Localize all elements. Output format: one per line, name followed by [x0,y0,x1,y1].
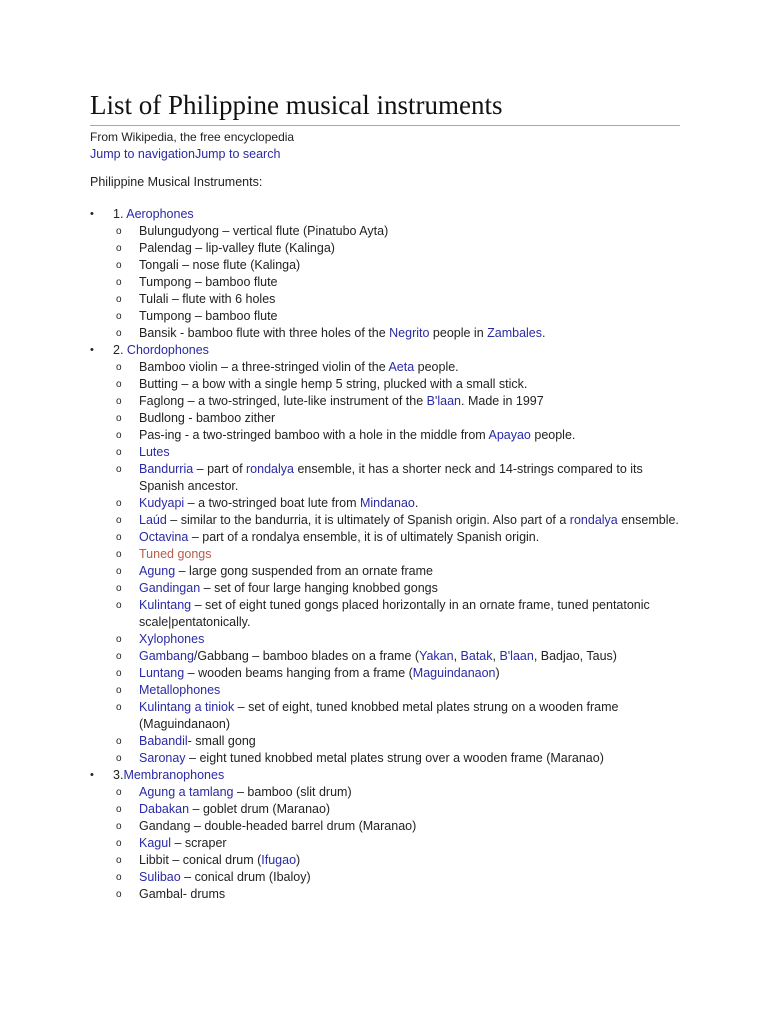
list-item [113,597,680,631]
jump-links [90,147,680,161]
list-item [113,393,680,410]
item-text: – wooden beams hanging from a frame ( [184,666,413,681]
link-maguindanaon[interactable]: Maguindanaon [412,666,496,681]
item-text: Budlong - bamboo zither [139,411,276,426]
circle-bullet-icon: o [116,838,122,850]
section-number: 1. [113,207,124,222]
bullet-icon: • [90,769,94,782]
link-luntang[interactable]: Luntang [139,666,185,681]
list-item [113,546,680,563]
page-title: List of Philippine musical instruments [90,88,680,126]
list-item [113,410,680,427]
item-text: – set of eight, tuned knobbed metal plates strung on a wooden frame (Maguindanaon) [139,700,619,732]
link-saronay[interactable]: Saronay [139,751,186,766]
item-text: Libbit – conical drum ( [139,853,262,868]
link-zambales[interactable]: Zambales [487,326,543,341]
list-item [113,631,680,648]
item-text: Tumpong – bamboo flute [139,309,278,324]
item-text: – goblet drum (Maranao) [189,802,331,817]
item-text: – conical drum (Ibaloy) [180,870,311,885]
list-item [113,495,680,512]
link-kulintang[interactable]: Kulintang [139,598,192,613]
circle-bullet-icon: o [116,396,122,408]
item-text: Palendag – lip-valley flute (Kalinga) [139,241,335,256]
item-text: ensemble, it has a shorter neck and 14-strings compared to its Spanish ancestor. [139,462,643,494]
list-item [113,682,680,699]
list-item [113,869,680,886]
item-text: Butting – a bow with a single hemp 5 string, plucked with a small stick. [139,377,528,392]
item-text: Bulungudyong – vertical flute (Pinatubo Ayta) [139,224,389,239]
link-agung-a-tamlang[interactable]: Agung a tamlang [139,785,234,800]
link-xylophones[interactable]: Xylophones [139,632,205,647]
list-item [113,733,680,750]
list-item [113,665,680,682]
link-b-laan[interactable]: B'laan [426,394,462,409]
link-agung[interactable]: Agung [139,564,176,579]
list-item [113,750,680,767]
list-item [113,529,680,546]
circle-bullet-icon: o [116,872,122,884]
item-text: , [492,649,500,664]
section-membranophones [90,767,680,903]
circle-bullet-icon: o [116,685,122,697]
item-text: Tulali – flute with 6 holes [139,292,276,307]
circle-bullet-icon: o [116,600,122,612]
section-number: 3. [113,768,124,783]
list-item [113,291,680,308]
list-item [113,886,680,903]
item-text: /Gabbang – bamboo blades on a frame ( [193,649,420,664]
link-mindanao[interactable]: Mindanao [359,496,415,511]
circle-bullet-icon: o [116,294,122,306]
circle-bullet-icon: o [116,311,122,323]
list-item [113,699,680,733]
list-item [113,325,680,342]
item-text: – large gong suspended from an ornate frame [175,564,433,579]
item-text: Tumpong – bamboo flute [139,275,278,290]
link-aeta[interactable]: Aeta [388,360,415,375]
item-text: – set of eight tuned gongs placed horizontally in an ornate frame, tuned pentatonic scale|pentatonically. [139,598,650,630]
link-sulibao[interactable]: Sulibao [139,870,181,885]
item-text: . [542,326,546,341]
circle-bullet-icon: o [116,464,122,476]
link-apayao[interactable]: Apayao [488,428,531,443]
bullet-icon: • [90,208,94,221]
list-item [113,444,680,461]
circle-bullet-icon: o [116,634,122,646]
intro-text: Philippine Musical Instruments: [90,175,263,190]
circle-bullet-icon: o [116,566,122,578]
link-metallophones[interactable]: Metallophones [139,683,221,698]
section-link-aerophones[interactable]: Aerophones [126,207,194,222]
item-text: – part of a rondalya ensemble, it is of ultimately Spanish origin. [188,530,540,545]
link-b-laan[interactable]: B'laan [499,649,534,664]
circle-bullet-icon: o [116,226,122,238]
link-dabakan[interactable]: Dabakan [139,802,190,817]
list-item [113,835,680,852]
circle-bullet-icon: o [116,260,122,272]
link-octavina[interactable]: Octavina [139,530,189,545]
list-item [113,359,680,376]
list-item [113,223,680,240]
link-gandingan[interactable]: Gandingan [139,581,201,596]
circle-bullet-icon: o [116,243,122,255]
list-item [113,818,680,835]
circle-bullet-icon: o [116,413,122,425]
link-kagul[interactable]: Kagul [139,836,171,851]
item-text: people in [429,326,488,341]
circle-bullet-icon: o [116,430,122,442]
circle-bullet-icon: o [116,362,122,374]
item-text: – a two-stringed boat lute from [184,496,360,511]
link-rondalya[interactable]: rondalya [246,462,294,477]
instrument-sections-list [90,206,680,903]
link-ifugao[interactable]: Ifugao [261,853,297,868]
list-item [113,274,680,291]
link-batak[interactable]: Batak [460,649,493,664]
list-item [113,427,680,444]
sub-list [113,223,680,342]
list-item [113,376,680,393]
list-item [113,852,680,869]
item-text: – scraper [170,836,227,851]
link-kudyapi[interactable]: Kudyapi [139,496,185,511]
item-text: , Badjao, Taus) [533,649,617,664]
site-tagline: From Wikipedia, the free encyclopedia [90,130,295,145]
item-text: . [414,496,419,511]
circle-bullet-icon: o [116,515,122,527]
link-negrito[interactable]: Negrito [389,326,430,341]
circle-bullet-icon: o [116,583,122,595]
item-text: Gambal- drums [139,887,226,902]
circle-bullet-icon: o [116,821,122,833]
circle-bullet-icon: o [116,753,122,765]
item-text: – eight tuned knobbed metal plates strung over a wooden frame (Maranao) [185,751,604,766]
circle-bullet-icon: o [116,855,122,867]
link-kulintang-a-tiniok[interactable]: Kulintang a tiniok [139,700,235,715]
item-text: – similar to the bandurria, it is ultimately of Spanish origin. Also part of a [166,513,570,528]
item-text: Tongali – nose flute (Kalinga) [139,258,301,273]
bullet-icon: • [90,344,94,357]
section-link-chordophones[interactable]: Chordophones [126,343,209,358]
circle-bullet-icon: o [116,498,122,510]
section-chordophones [90,342,680,767]
link-rondalya[interactable]: rondalya [569,513,618,528]
item-text: ensemble. [617,513,679,528]
item-text: – part of [193,462,247,477]
circle-bullet-icon: o [116,804,122,816]
list-item [113,240,680,257]
item-text: people. [530,428,576,443]
circle-bullet-icon: o [116,532,122,544]
circle-bullet-icon: o [116,889,122,901]
circle-bullet-icon: o [116,651,122,663]
link-bandurria[interactable]: Bandurria [139,462,194,477]
section-number: 2. [113,343,124,358]
circle-bullet-icon: o [116,736,122,748]
jump-to-navigation-link[interactable]: Jump to navigation [90,147,195,162]
circle-bullet-icon: o [116,668,122,680]
circle-bullet-icon: o [116,787,122,799]
circle-bullet-icon: o [116,549,122,561]
item-text: Bamboo violin – a three-stringed violin of the [139,360,389,375]
list-item [113,308,680,325]
item-text: Pas-ing - a two-stringed bamboo with a hole in the middle from [139,428,489,443]
red-link-tuned-gongs[interactable]: Tuned gongs [139,547,212,562]
list-item [113,580,680,597]
link-yakan[interactable]: Yakan [419,649,454,664]
sub-list [113,359,680,767]
item-text: . Made in 1997 [461,394,544,409]
item-text: Gandang – double-headed barrel drum (Maranao) [139,819,417,834]
item-text: – set of four large hanging knobbed gongs [200,581,438,596]
section-aerophones [90,206,680,342]
item-text: - small gong [187,734,256,749]
circle-bullet-icon: o [116,702,122,714]
item-text: Bansik - bamboo flute with three holes of the [139,326,390,341]
sub-list [113,784,680,903]
item-text: , [453,649,461,664]
list-item [113,801,680,818]
link-laud[interactable]: Laúd [139,513,167,528]
section-link-membranophones[interactable]: Membranophones [123,768,225,783]
item-text: people. [414,360,459,375]
jump-to-search-link[interactable]: Jump to search [194,147,281,162]
list-item [113,512,680,529]
list-item [113,461,680,495]
circle-bullet-icon: o [116,328,122,340]
item-text: ) [296,853,301,868]
list-item [113,257,680,274]
item-text: Faglong – a two-stringed, lute-like instrument of the [139,394,427,409]
link-babandil[interactable]: Babandil [139,734,188,749]
list-item [113,784,680,801]
item-text: ) [495,666,500,681]
link-lutes[interactable]: Lutes [139,445,170,460]
circle-bullet-icon: o [116,447,122,459]
list-item [113,648,680,665]
circle-bullet-icon: o [116,277,122,289]
list-item [113,563,680,580]
link-gambang[interactable]: Gambang [139,649,194,664]
circle-bullet-icon: o [116,379,122,391]
item-text: – bamboo (slit drum) [233,785,352,800]
